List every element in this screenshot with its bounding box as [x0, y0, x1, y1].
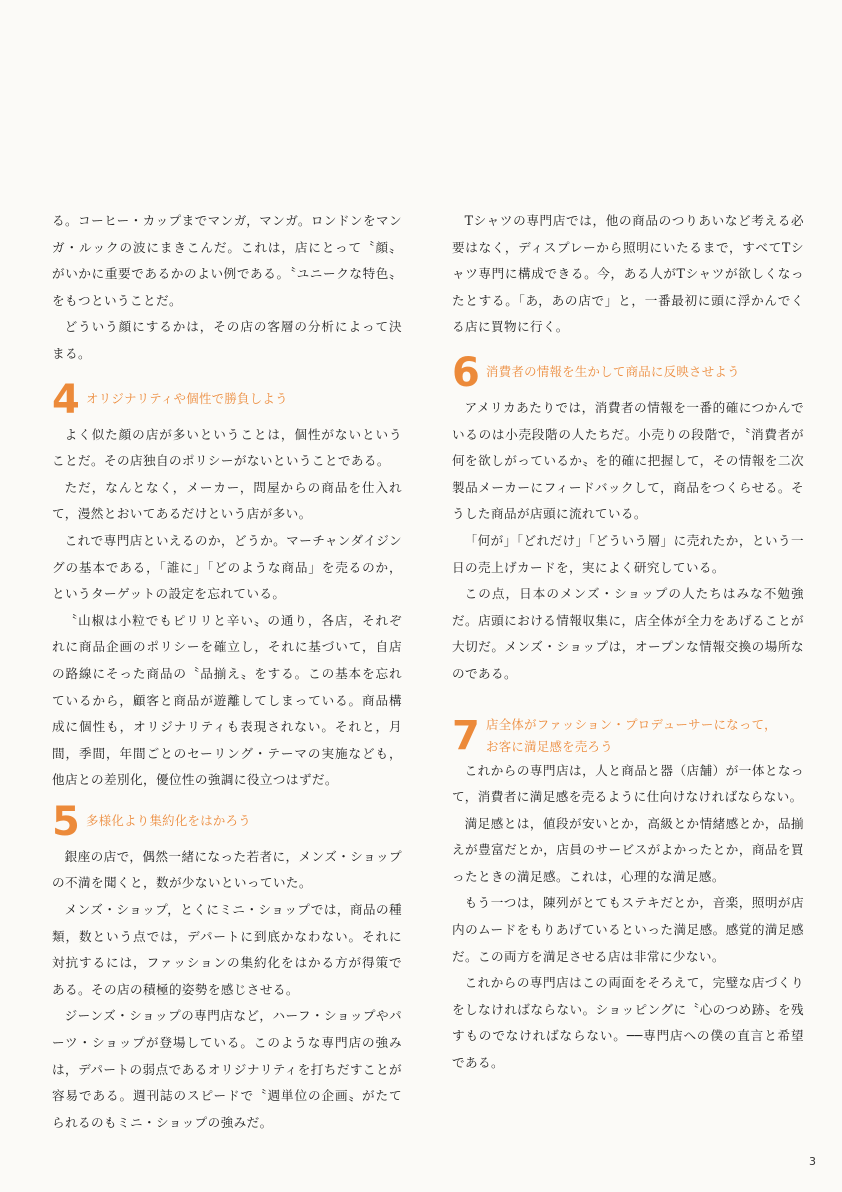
paragraph: これからの専門店は，人と商品と器（店舗）が一体となって，消費者に満足感を売るように仕向けなければならない。 [452, 762, 804, 805]
paragraph: アメリカあたりでは，消費者の情報を一番的確につかんでいるのは小売段階の人たちだ。小売りの段階で，〝消費者が何を欲しがっているか〟を的確に把握して，その情報を二次製品メーカーにフィードバックして，商品をつくらせる。そうした商品が店頭に流れている。 [452, 399, 804, 522]
paragraph: よく似た顔の店が多いということは，個性がないということだ。その店独自のポリシーがないということである。 [52, 426, 402, 469]
paragraph: 〝山椒は小粒でもピリリと辛い〟の通り，各店，それぞれに商品企画のポリシーを確立し，それに基づいて，自店の路線にそった商品の〝品揃え〟をする。この基本を忘れているから，顧客と商品が遊離してしまっている。商品構成に個性も，オリジナリティも表現されない。それと，月間，季間，年間ごとのセーリング・テーマの実施なども，他店との差別化，優位性の強調に役立つはずだ。 [52, 612, 402, 788]
section-5-heading [52, 800, 402, 844]
paragraph: る。コーヒー・カップまでマンガ，マンガ。ロンドンをマンガ・ルックの波にまきこんだ。これは，店にとって〝顔〟がいかに重要であるかのよい例である。〝ユニークな特色〟をもつということだ。 [52, 213, 402, 308]
right-column [452, 208, 804, 1077]
paragraph: どういう顔にするかは，その店の客層の分析によって決まる。 [52, 319, 402, 361]
section-title: 消費者の情報を生かして商品に反映させよう [486, 363, 740, 379]
left-column [52, 208, 402, 1136]
section-4-heading [52, 378, 402, 422]
paragraph: 「何が」「どれだけ」「どういう層」に売れたか，という一日の売上げカードを，実によく研究している。 [452, 532, 804, 575]
section-title: 多様化より集約化をはかろう [86, 812, 251, 828]
section-title: オリジナリティや個性で勝負しよう [86, 390, 288, 406]
paragraph: これからの専門店はこの両面をそろえて，完璧な店づくりをしなければならない。ショッピングに〝心のつめ跡〟を残すものでなければならない。──専門店への僕の直言と希望である。 [452, 975, 804, 1071]
paragraph: ジーンズ・ショップの専門店など，ハーフ・ショップやパーツ・ショップが登場している。このような専門店の強みは，デパートの弱点であるオリジナリティを打ちだすことが容易である。週刊誌のスピードで〝週単位の企画〟がたてられるのもミニ・ショップの強みだ。 [52, 1008, 402, 1130]
section-title-line: お客に満足感を売ろう [486, 738, 613, 754]
section-title-line: 店全体がファッション・プロデューサーになって， [486, 716, 777, 732]
page-number: 3 [809, 1155, 816, 1168]
section-number: 7 [452, 712, 480, 759]
section-number: 4 [52, 376, 80, 423]
section-number: 5 [52, 798, 80, 845]
paragraph: これで専門店といえるのか，どうか。マーチャンダイジングの基本である，「誰に」「どのような商品」を売るのか，というターゲットの設定を忘れている。 [52, 532, 402, 602]
section-6-heading [452, 351, 804, 395]
paragraph: ただ，なんとなく，メーカー，問屋からの商品を仕入れて，漫然とおいてあるだけという店が多い。 [52, 479, 402, 522]
section-7-heading [452, 714, 804, 758]
paragraph: メンズ・ショップ，とくにミニ・ショップでは，商品の種類，数という点では，デパートに到底かなわない。それに対抗するには，ファッションの集約化をはかる方が得策である。その店の積極的姿勢を感じさせる。 [52, 902, 402, 997]
paragraph: Tシャツの専門店では，他の商品のつりあいなど考える必要はなく，ディスプレーから照明にいたるまで，すべてTシャツ専門に構成できる。今，ある人がTシャツが欲しくなったとする。「あ，あの店で」と，一番最初に頭に浮かんでくる店に買物に行く。 [452, 213, 804, 335]
paragraph: 満足感とは，値段が安いとか，高級とか情緒感とか，品揃えが豊富だとか，店員のサービスがよかったとか，商品を買ったときの満足感。これは，心理的な満足感。 [452, 815, 804, 884]
paragraph: もう一つは，陳列がとてもステキだとか，音楽，照明が店内のムードをもりあげているといった満足感。感覚的満足感だ。この両方を満足させる店は非常に少ない。 [452, 895, 804, 964]
section-number: 6 [452, 349, 480, 396]
paragraph: 銀座の店で，偶然一緒になった若者に，メンズ・ショップの不満を聞くと，数が少ないといっていた。 [52, 848, 402, 891]
section-title [486, 714, 777, 758]
paragraph: この点，日本のメンズ・ショップの人たちはみな不勉強だ。店頭における情報収集に，店全体が全力をあげることが大切だ。メンズ・ショップは，オープンな情報交換の場所なのである。 [452, 586, 804, 681]
